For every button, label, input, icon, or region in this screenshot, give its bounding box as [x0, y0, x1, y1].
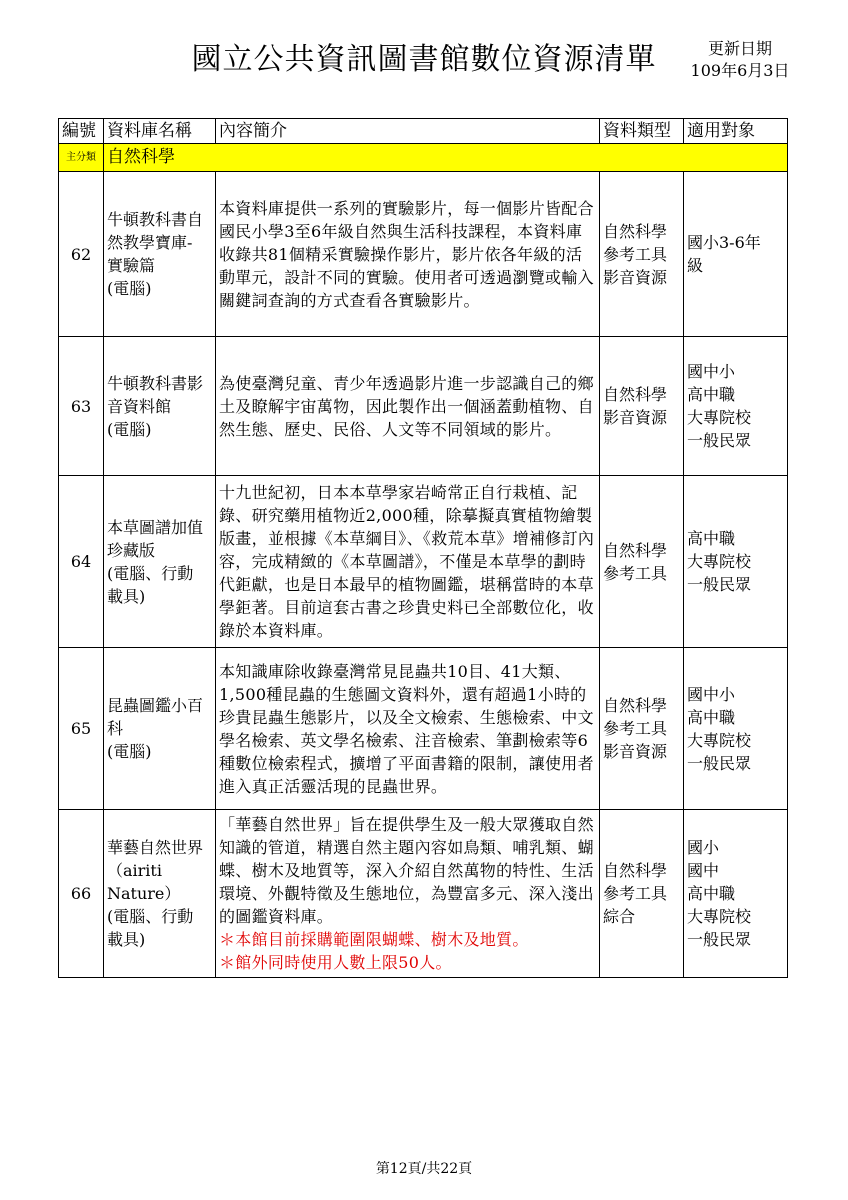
resource-type: 自然科學	[603, 385, 668, 404]
update-date: 109年6月3日	[690, 61, 790, 80]
audience-cell	[684, 648, 788, 810]
database-name-line: 華藝自然世界	[107, 838, 204, 857]
resource-type: 參考工具	[603, 719, 668, 738]
description-cell	[216, 648, 600, 810]
resource-type: 自然科學	[603, 221, 668, 241]
audience-item: 一般民眾	[687, 930, 752, 949]
resource-type: 綜合	[603, 907, 636, 926]
audience-item: 一般民眾	[687, 575, 752, 594]
audience-cell	[684, 337, 788, 476]
row-number: 63	[59, 337, 104, 476]
description-text: 「華藝自然世界」旨在提供學生及一般大眾獲取自然知識的管道，精選自然主題內容如鳥類、哺乳類、蝴蝶、樹木及地質等，深入介紹自然萬物的特性、生活環境、外觀特徵及生態地位，為豐富多元、深入淺出的圖鑑資料庫。	[219, 815, 594, 926]
description-cell	[216, 476, 600, 648]
update-label: 更新日期	[707, 39, 772, 58]
resource-type-cell	[600, 648, 684, 810]
resource-table	[58, 118, 788, 978]
table-header-row	[59, 119, 788, 144]
database-name-line: 然教學寶庫-	[107, 233, 193, 252]
description-cell	[216, 337, 600, 476]
row-number: 62	[59, 172, 104, 337]
audience-item: 級	[687, 256, 704, 275]
audience-cell	[684, 172, 788, 337]
resource-type: 自然科學	[603, 861, 668, 880]
database-name-line: (電腦、行動	[107, 907, 194, 926]
database-name-cell	[104, 810, 216, 978]
audience-cell	[684, 476, 788, 648]
audience-item: 高中職	[687, 529, 736, 548]
row-number: 66	[59, 810, 104, 978]
database-name-line: 昆蟲圖鑑小百	[107, 696, 204, 715]
database-name-line: (電腦)	[107, 742, 152, 761]
database-name-line: 音資料館	[107, 396, 172, 416]
column-header-database-name: 資料庫名稱	[104, 119, 216, 144]
audience-item: 大專院校	[687, 730, 752, 750]
row-number: 64	[59, 476, 104, 648]
audience-item: 一般民眾	[687, 753, 752, 773]
database-name-line: 實驗篇	[107, 256, 156, 275]
resource-type-cell	[600, 172, 684, 337]
column-header-number: 編號	[59, 119, 104, 144]
description-cell	[216, 810, 600, 978]
audience-item: 高中職	[687, 385, 736, 404]
category-name: 自然科學	[104, 144, 788, 172]
database-name-cell	[104, 172, 216, 337]
database-name-line: 牛頓教科書自	[107, 210, 204, 229]
description-cell	[216, 172, 600, 337]
page-title: 國立公共資訊圖書館數位資源清單	[191, 42, 657, 77]
resource-type-cell	[600, 476, 684, 648]
resource-type: 參考工具	[603, 563, 668, 583]
audience-item: 大專院校	[687, 408, 752, 427]
audience-item: 國小	[687, 838, 720, 857]
description-text: 本資料庫提供一系列的實驗影片，每一個影片皆配合國民小學3至6年級自然與生活科技課程，本資料庫收錄共81個精采實驗操作影片，影片依各年級的活動單元，設計不同的實驗。使用者可透過瀏覽或輸入關鍵詞查詢的方式查看各實驗影片。	[219, 198, 594, 310]
description-note: ＊館外同時使用人數上限50人。	[219, 953, 452, 972]
table-row	[59, 476, 788, 648]
resource-type: 影音資源	[603, 408, 668, 427]
audience-item: 高中職	[687, 707, 736, 727]
table-row	[59, 648, 788, 810]
database-name-cell	[104, 337, 216, 476]
database-name-line: 本草圖譜加值	[107, 517, 204, 537]
resource-type: 參考工具	[603, 244, 668, 264]
resource-type-cell	[600, 810, 684, 978]
resource-type: 影音資源	[603, 742, 668, 761]
audience-item: 國小3-6年	[687, 233, 761, 252]
description-text: 本知識庫除收錄臺灣常見昆蟲共10目、41大類、1,500種昆蟲的生態圖文資料外，還有超過1小時的珍貴昆蟲生態影片，以及全文檢索、生態檢索、中文學名檢索、英文學名檢索、注音檢索、筆劃檢索等6種數位檢索程式，擴增了平面書籍的限制，讓使用者進入真正活靈活現的昆蟲世界。	[219, 661, 594, 796]
column-header-description: 內容簡介	[216, 119, 600, 144]
database-name-line: (電腦)	[107, 279, 152, 298]
audience-item: 國中小	[687, 684, 736, 704]
resource-type: 參考工具	[603, 884, 668, 903]
audience-item: 國中	[687, 861, 720, 880]
column-header-type: 資料類型	[600, 119, 684, 144]
resource-type-cell	[600, 337, 684, 476]
audience-item: 大專院校	[687, 552, 752, 571]
description-text: 十九世紀初，日本本草學家岩崎常正自行栽植、記錄、研究藥用植物近2,000種，除摹擬真實植物繪製版畫，並根據《本草綱目》、《救荒本草》增補修訂內容，完成精緻的《本草圖譜》，不僅是本草學的劃時代鉅獻，也是日本最早的植物圖鑑，堪稱當時的本草學鉅著。目前這套古書之珍貴史料已全部數位化，收錄於本資料庫。	[219, 483, 595, 640]
category-row	[59, 144, 788, 172]
row-number: 65	[59, 648, 104, 810]
database-name-line: （airiti	[107, 861, 162, 880]
resource-type: 自然科學	[603, 696, 668, 715]
table-row	[59, 172, 788, 337]
database-name-line: 載具)	[107, 930, 146, 949]
column-header-audience: 適用對象	[684, 119, 788, 144]
audience-item: 高中職	[687, 884, 736, 903]
database-name-line: 載具)	[107, 586, 146, 606]
database-name-cell	[104, 648, 216, 810]
database-name-line: 牛頓教科書影	[107, 373, 204, 393]
resource-type: 自然科學	[603, 540, 668, 560]
audience-cell	[684, 810, 788, 978]
page-number: 第12頁/共22頁	[375, 1161, 473, 1177]
audience-item: 國中小	[687, 362, 736, 381]
table-row	[59, 337, 788, 476]
category-label: 主分類	[59, 144, 104, 172]
database-name-line: Nature）	[107, 884, 181, 903]
database-name-line: 科	[107, 719, 124, 738]
update-info	[680, 38, 800, 82]
description-text: 為使臺灣兒童、青少年透過影片進一步認識自己的鄉土及瞭解宇宙萬物，因此製作出一個涵蓋動植物、自然生態、歷史、民俗、人文等不同領域的影片。	[219, 373, 594, 439]
audience-item: 一般民眾	[687, 431, 752, 450]
audience-item: 大專院校	[687, 907, 752, 926]
database-name-line: (電腦)	[107, 419, 152, 439]
database-name-line: 珍藏版	[107, 540, 156, 560]
description-note: ＊本館目前採購範圍限蝴蝶、樹木及地質。	[219, 930, 529, 949]
database-name-cell	[104, 476, 216, 648]
table-row	[59, 810, 788, 978]
database-name-line: (電腦、行動	[107, 563, 194, 583]
resource-type: 影音資源	[603, 267, 668, 287]
